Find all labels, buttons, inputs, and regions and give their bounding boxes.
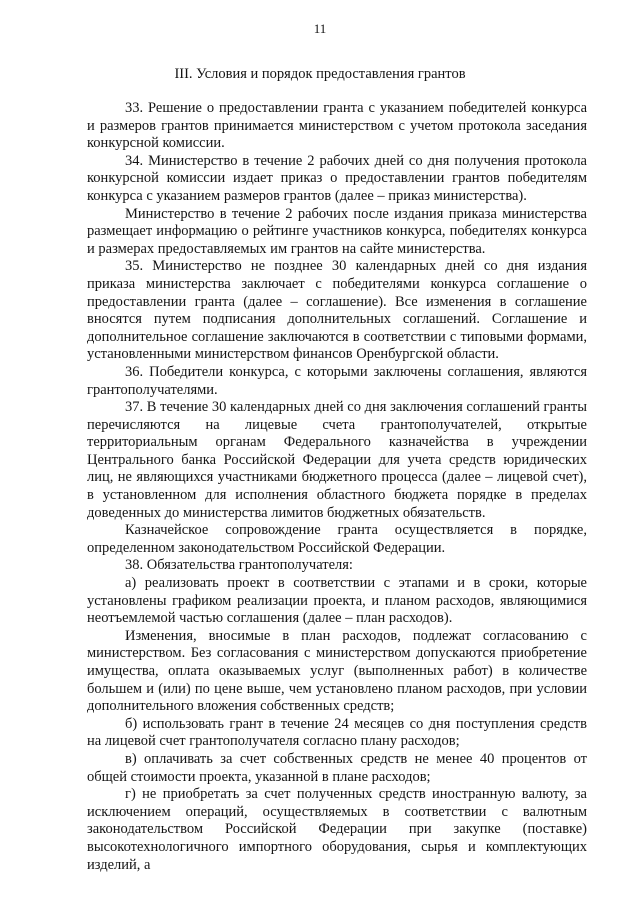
paragraph-38-a-changes: Изменения, вносимые в план расходов, подлежат согласованию с министерством. Без согласования с министерством допускаются приобретение имущества, оплата оказываемых услуг (выполненных работ) в количестве большем и (или) по цене выше, чем установлено планом расходов, при условии дополнительного вложения собственных средств;	[87, 627, 587, 715]
paragraph-37-treasury: Казначейское сопровождение гранта осуществляется в порядке, определенном законодательством Российской Федерации.	[87, 522, 587, 556]
page-number: 11	[313, 21, 327, 36]
document-body	[87, 100, 587, 874]
paragraph-34: 34. Министерство в течение 2 рабочих дней со дня получения протокола конкурсной комиссии издает приказ о предоставлении грантов победителям конкурса с указанием размеров грантов (далее – приказ министерства).	[87, 152, 587, 204]
paragraph-38-a: а) реализовать проект в соответствии с этапами и в сроки, которые установлены графиком реализации проекта, и планом расходов, являющимися неотъемлемой частью соглашения (далее – план расходов).	[87, 575, 587, 627]
paragraph-36: 36. Победители конкурса, с которыми заключены соглашения, являются грантополучателями.	[87, 363, 587, 398]
section-heading: III. Условия и порядок предоставления грантов	[174, 66, 466, 82]
paragraph-38-v: в) оплачивать за счет собственных средств не менее 40 процентов от общей стоимости проекта, указанной в плане расходов;	[87, 750, 587, 785]
paragraph-34-rating: Министерство в течение 2 рабочих после издания приказа министерства размещает информацию о рейтинге участников конкурса, победителях конкурса и размерах предоставляемых им грантов на сайте министерства.	[87, 205, 587, 257]
paragraph-38-b: б) использовать грант в течение 24 месяцев со дня поступления средств на лицевой счет грантополучателя согласно плану расходов;	[87, 715, 587, 750]
paragraph-38: 38. Обязательства грантополучателя:	[125, 557, 353, 574]
paragraph-38-g: г) не приобретать за счет полученных средств иностранную валюту, за исключением операций, осуществляемых в соответствии с валютным законодательством Российской Федерации при закупке (поставке) высокотехнологичного импортного оборудования, сырья и комплектующих изделий, а	[87, 786, 587, 873]
paragraph-37: 37. В течение 30 календарных дней со дня заключения соглашений гранты перечисляются на лицевые счета грантополучателей, открытые территориальным органам Федерального казначейства в учреждении Центрального банка Российской Федерации для учета средств юридических лиц, не являющихся участниками бюджетного процесса (далее – лицевой счет), в установленном для исполнения областного бюджета порядке в пределах доведенных до министерства лимитов бюджетных обязательств.	[87, 399, 587, 521]
paragraph-35: 35. Министерство не позднее 30 календарных дней со дня издания приказа министерства заключает с победителями конкурса соглашение о предоставлении гранта (далее – соглашение). Все изменения в соглашение вносятся путем подписания дополнительных соглашений. Соглашение и дополнительное соглашение заключаются в соответствии с типовыми формами, установленными министерством финансов Оренбургской области.	[87, 258, 587, 363]
paragraph-33: 33. Решение о предоставлении гранта с указанием победителей конкурса и размеров грантов принимается министерством с учетом протокола заседания конкурсной комиссии.	[87, 100, 587, 152]
